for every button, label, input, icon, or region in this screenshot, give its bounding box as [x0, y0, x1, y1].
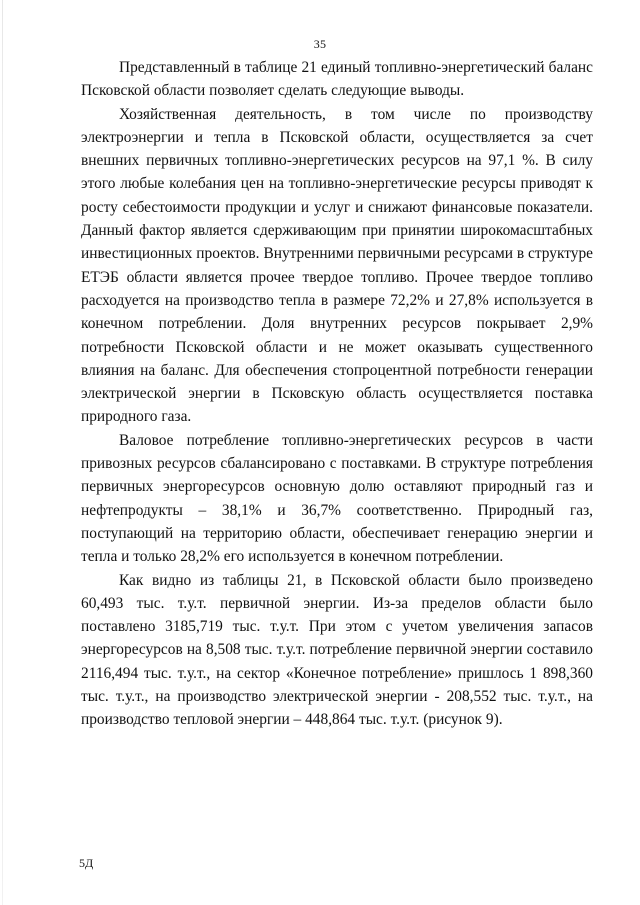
page-number: 35 [313, 37, 327, 51]
footer-mark: 5Д [79, 856, 94, 870]
paragraph-table-summary: Как видно из таблицы 21, в Псковской области было произведено 60,493 тыс. т.у.т. первичной энергии. Из-за пределов области было поставлено 3185,719 тыс. т.у.т. При этом с учетом увеличения запасов энергоресурсов на 8,508 тыс. т.у.т. потребление первичной энергии составило 2116,494 тыс. т.у.т., на сектор «Конечное потребление» пришлось 1 898,360 тыс. т.у.т., на производство электрической энергии - 208,552 тыс. т.у.т., на производство тепловой энергии – 448,864 тыс. т.у.т. (рисунок 9). [81, 571, 593, 729]
paragraph-gross-consumption: Валовое потребление топливно-энергетических ресурсов в части привозных ресурсов сбалансировано с поставками. В структуре потребления первичных энергоресурсов основную долю оставляют природный газ и нефтепродукты – 38,1% и 36,7% соответственно. Природный газ, поступающий на территорию области, обеспечивает генерацию энергии и тепла и только 28,2% его используется в конечном потреблении. [81, 431, 593, 566]
body-text [81, 56, 593, 732]
paragraph-economic-activity: Хозяйственная деятельность, в том числе по производству электроэнергии и тепла в Псковской области, осуществляется за счет внешних первичных топливно-энергетических ресурсов на 97,1 %. В силу этого любые колебания цен на топливно-энергетические ресурсы приводят к росту себестоимости продукции и услуг и снижают финансовые показатели. Данный фактор является сдерживающим при принятии широкомасштабных инвестиционных проектов. Внутренними первичными ресурсами в структуре ЕТЭБ области является прочее твердое топливо. Прочее твердое топливо расходуется на производство тепла в размере 72,2% и 27,8% используется в конечном потреблении. Доля внутренних ресурсов покрывает 2,9% потребности Псковской области и не может оказывать существенного влияния на баланс. Для обеспечения стопроцентной потребности генерации электрической энергии в Псковскую область осуществляется поставка природного газа. [81, 105, 593, 426]
paragraph-intro: Представленный в таблице 21 единый топливно-энергетический баланс Псковской области позволяет сделать следующие выводы. [81, 59, 593, 100]
scan-edge-artifact [2, 0, 3, 905]
